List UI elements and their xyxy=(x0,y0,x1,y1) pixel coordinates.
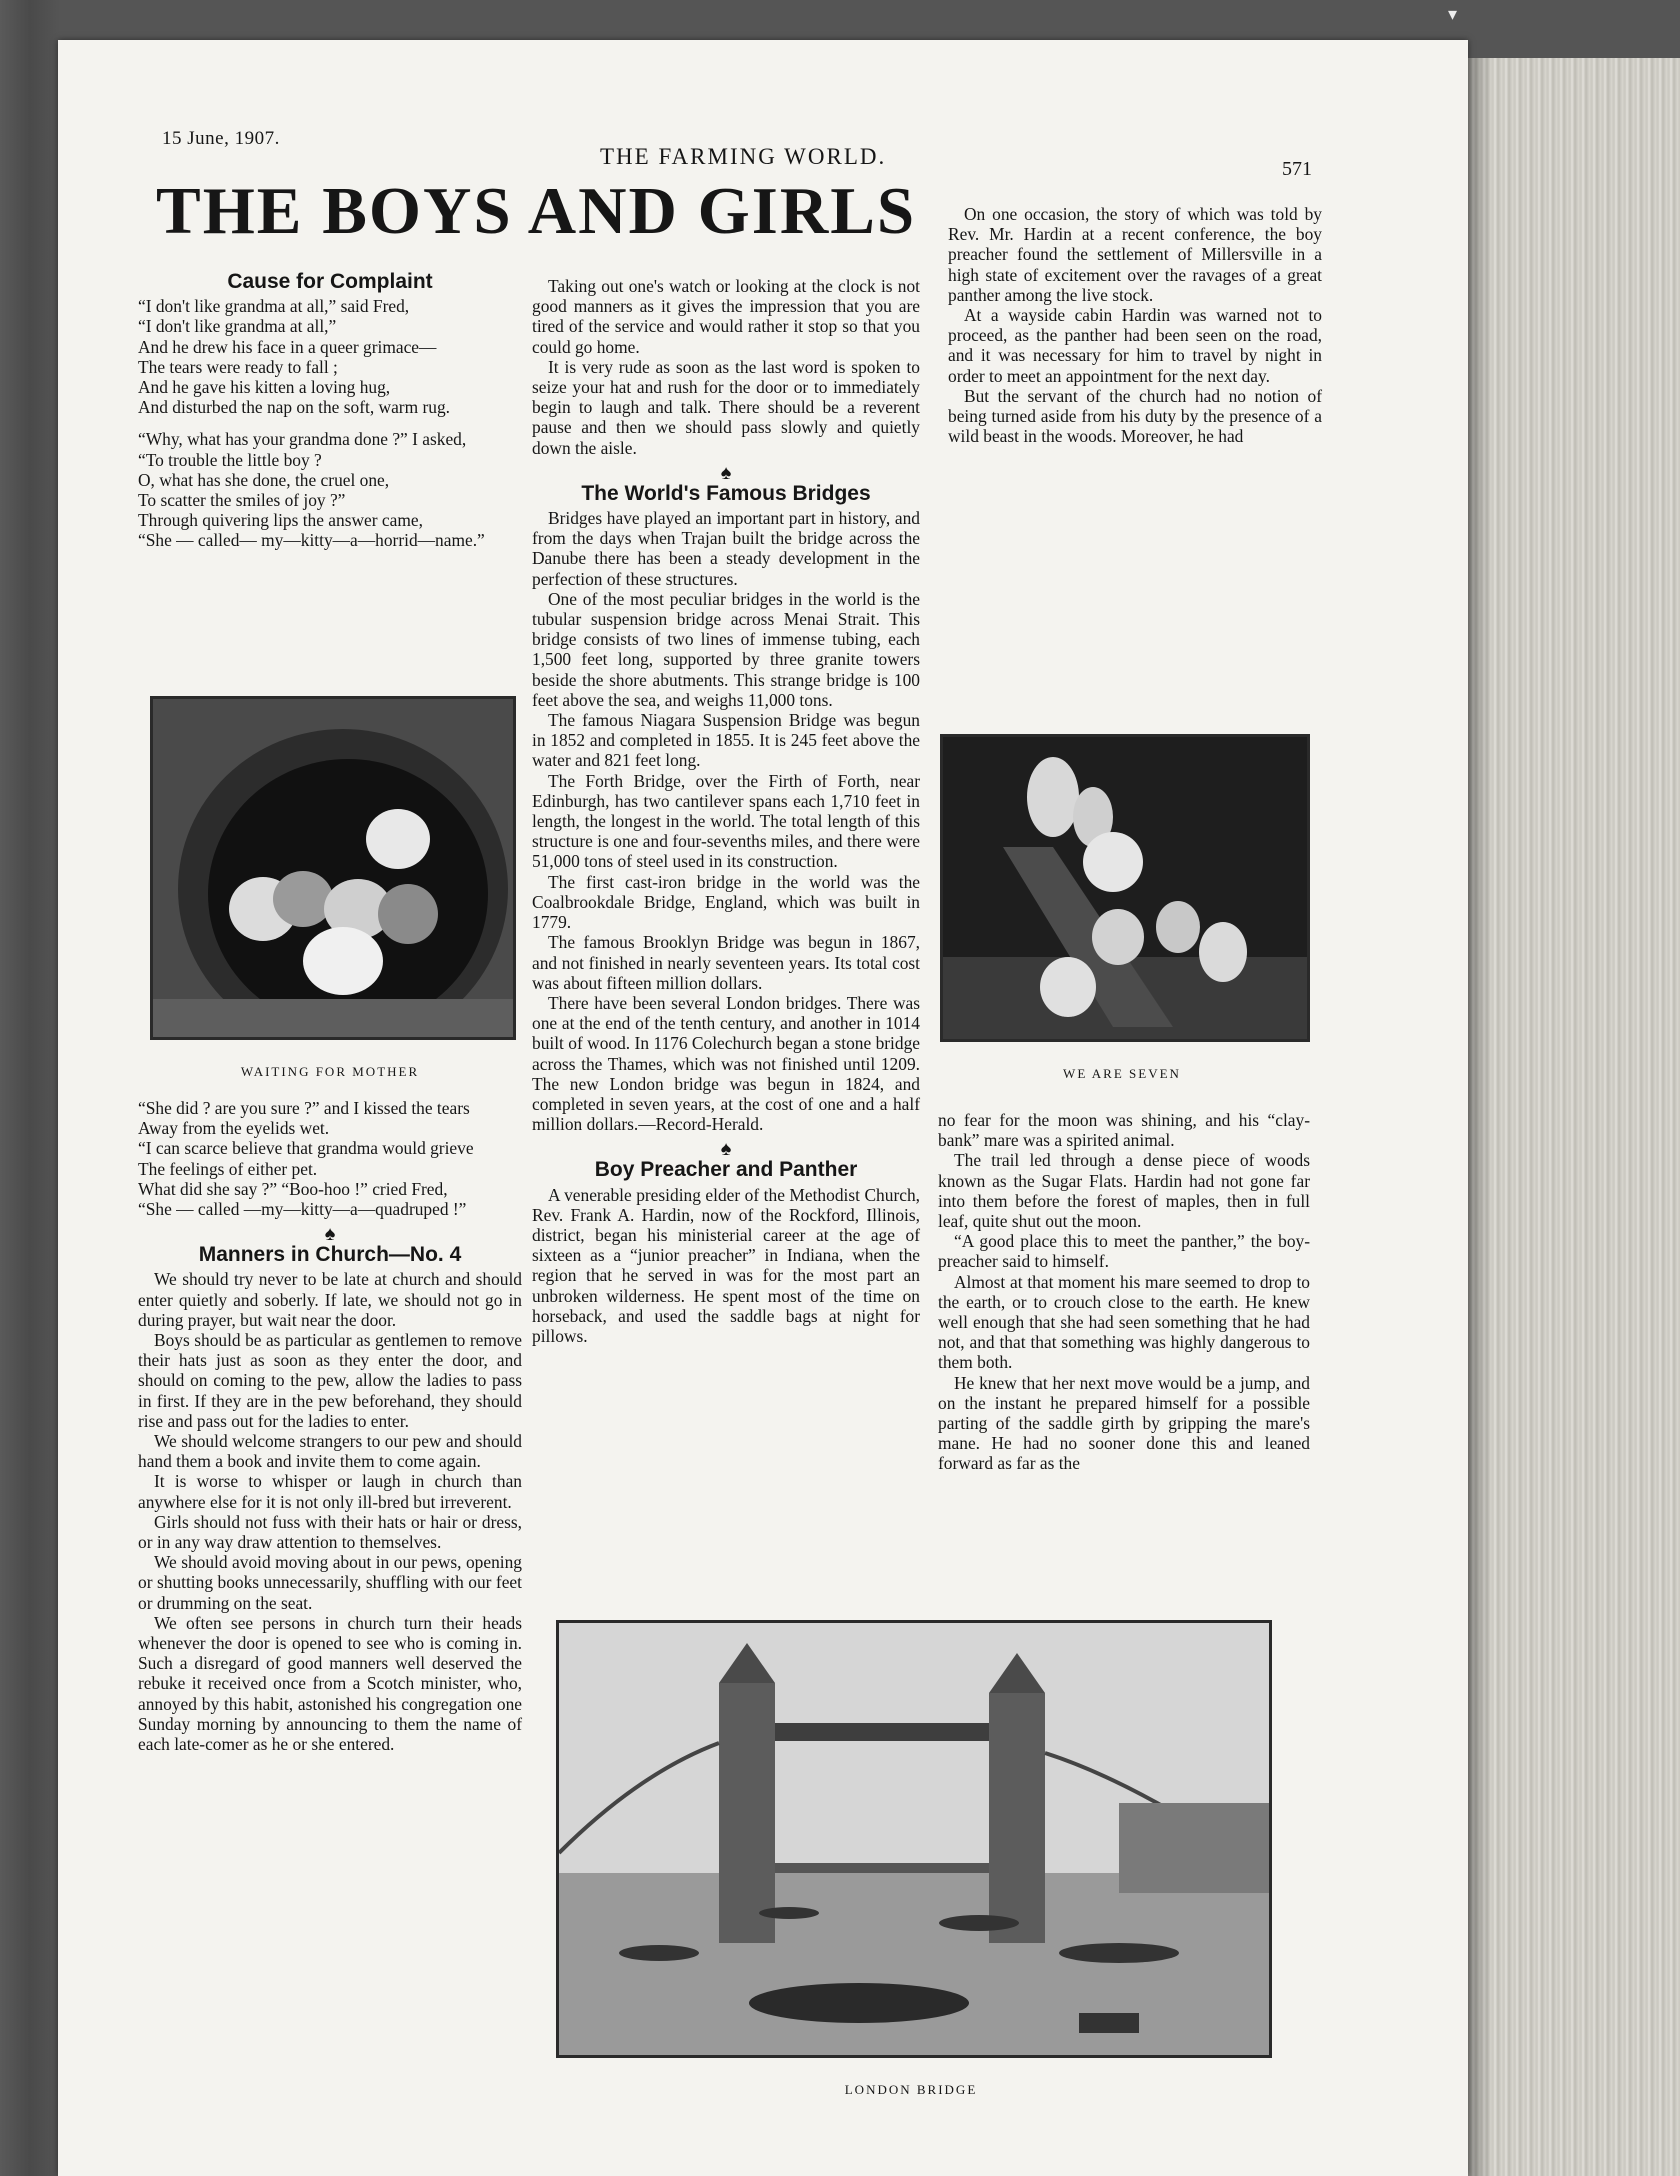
verse-line: O, what has she done, the cruel one, xyxy=(138,469,390,490)
paragraph: The first cast-iron bridge in the world was the Coalbrookdale Bridge, England, which was built in 1779. xyxy=(532,871,920,933)
page-shadow xyxy=(1468,58,1492,2176)
column-3-top xyxy=(948,204,1322,446)
column-1-top xyxy=(138,272,522,551)
verse-line: “She — called —my—kitty—a—quadruped !” xyxy=(138,1199,467,1220)
paragraph: But the servant of the church had no notion of being turned aside from his duty by the presence of a wild beast in the woods. Moreover, he had xyxy=(948,385,1322,447)
paragraph: At a wayside cabin Hardin was warned not to proceed, as the panther had been seen on the road, and it was necessary for him to travel by night in order to meet an appointment for the next day. xyxy=(948,305,1322,386)
paragraph: Girls should not fuss with their hats or hair or dress, or in any way draw attention to themselves. xyxy=(138,1511,522,1553)
book-page-edges xyxy=(1468,58,1680,2176)
paragraph: There have been several London bridges. There was one at the end of the tenth century, and another in 1014 built of wood. In 1176 Colechurch began a stone bridge across the Thames, which was not finished until 1209. The new London bridge was begun in 1824, and completed in seven years, at the cost of one and a half million dollars.—Record-Herald. xyxy=(532,992,920,1135)
manners-title: Manners in Church—No. 4 xyxy=(198,1243,462,1267)
column-2 xyxy=(532,276,920,1346)
puppies-illustration xyxy=(153,699,513,1037)
column-3-bottom xyxy=(938,1110,1310,1474)
paragraph: The famous Brooklyn Bridge was begun in 1867, and not finished in nearly seventeen years. Its total cost was about fifteen million dollars. xyxy=(532,932,920,993)
paragraph: On one occasion, the story of which was told by Rev. Mr. Hardin at a recent conference, the boy preacher found the settlement of Millersville in a high state of excitement over the ravages of a great panther among the live stock. xyxy=(948,204,1322,305)
page-number: 571 xyxy=(1282,158,1312,180)
paragraph: It is worse to whisper or laugh in church than anywhere else for it is not only ill-bred but irreverent. xyxy=(138,1471,522,1512)
verse-line: The feelings of either pet. xyxy=(138,1158,318,1179)
verse-line: Away from the eyelids wet. xyxy=(138,1118,330,1139)
verse-line: “I don't like grandma at all,” xyxy=(138,316,337,337)
paragraph: no fear for the moon was shining, and his “clay-bank” mare was a spirited animal. xyxy=(938,1110,1310,1151)
issue-date: 15 June, 1907. xyxy=(162,128,280,149)
paragraph: Boys should be as particular as gentlemen to remove their hats just as soon as they enter the door, and should on coming to the pew, allow the ladies to pass in first. If they are in the pew beforehand, they should rise and pass out for the ladies to enter. xyxy=(138,1330,522,1431)
verse-line: “She did ? are you sure ?” and I kissed the tears xyxy=(138,1098,470,1118)
photo-caption-seven: WE ARE SEVEN xyxy=(1063,1066,1181,1081)
photo-seven-puppies xyxy=(940,734,1310,1042)
photo-london-bridge xyxy=(556,1620,1272,2058)
spade-ornament: ♠ xyxy=(720,461,732,484)
verse-line: “I can scarce believe that grandma would grieve xyxy=(138,1138,474,1159)
spade-ornament: ♠ xyxy=(720,1138,732,1161)
verse-line: And he gave his kitten a loving hug, xyxy=(138,377,391,398)
spade-ornament: ♠ xyxy=(324,1223,336,1246)
column-1-bottom xyxy=(138,1098,522,1754)
verse-line: “She — called— my—kitty—a—horrid—name.” xyxy=(138,530,485,551)
paragraph: He knew that her next move would be a jump, and on the instant he prepared himself for a possible parting of the saddle girth by gripping the mare's mane. He had no sooner done this and leaned forward as far as the xyxy=(938,1372,1310,1474)
verse-line: “I don't like grandma at all,” said Fred, xyxy=(138,296,410,317)
photo-caption-london: LONDON BRIDGE xyxy=(844,2082,978,2097)
puppies-on-steps-illustration xyxy=(943,737,1307,1039)
paragraph: “A good place this to meet the panther,” the boy-preacher said to himself. xyxy=(938,1231,1310,1272)
magazine-title: THE FARMING WORLD. xyxy=(600,144,887,169)
paragraph: A venerable presiding elder of the Methodist Church, Rev. Frank A. Hardin, now of the Rockford, Illinois, district, began his ministerial career at the age of sixteen as a “junior preacher” in Indiana, when the region that he served in was for the most part an unbroken wilderness. He spent most of the time on horseback, and used the saddle bags at night for pillows. xyxy=(532,1184,920,1346)
paragraph: It is very rude as soon as the last word is spoken to seize your hat and rush for the door or to immediately begin to laugh and talk. There should be a reverent pause and then we should pass slowly and quietly down the aisle. xyxy=(532,356,920,458)
paragraph: We should avoid moving about in our pews, opening or shutting books unnecessarily, shuffling with our feet or drumming on the seat. xyxy=(138,1552,522,1613)
bridges-title: The World's Famous Bridges xyxy=(581,481,871,505)
verse-line: The tears were ready to fall ; xyxy=(138,356,338,377)
verse-line: “To trouble the little boy ? xyxy=(138,449,322,470)
paragraph: The famous Niagara Suspension Bridge was begun in 1852 and completed in 1855. It is 245 feet above the water and 821 feet long. xyxy=(532,710,920,771)
section-title: THE BOYS AND GIRLS xyxy=(156,174,917,248)
verse-line: What did she say ?” “Boo-hoo !” cried Fred, xyxy=(138,1178,448,1199)
verse-line: To scatter the smiles of joy ?” xyxy=(138,490,346,511)
dust-speck: ▾ xyxy=(1448,4,1458,24)
paragraph: We should welcome strangers to our pew and should hand them a book and invite them to come again. xyxy=(138,1431,522,1472)
paragraph: Bridges have played an important part in history, and from the days when Trajan built the bridge across the Danube there has been a steady development in the perfection of these structures. xyxy=(532,508,920,589)
poem-stanza-2 xyxy=(138,429,522,550)
paragraph: One of the most peculiar bridges in the world is the tubular suspension bridge across Menai Strait. This bridge consists of two lines of immense tubing, each 1,500 feet long, supported by three granite towers beside the shore abutments. This strange bridge is 100 feet above the sea, and weighs 11,000 tons. xyxy=(532,588,920,710)
paragraph: The trail led through a dense piece of woods known as the Sugar Flats. Hardin had not gone far into them before the forest of maples, then in full leaf, quite shut out the moon. xyxy=(938,1150,1310,1232)
verse-line: “Why, what has your grandma done ?” I asked, xyxy=(138,429,467,450)
verse-line: Through quivering lips the answer came, xyxy=(138,510,423,531)
paragraph: The Forth Bridge, over the Firth of Forth, near Edinburgh, has two cantilever spans each 1,710 feet in length, the longest in the world. The total length of this structure is one and four-sevenths miles, and there were 51,000 tons of steel used in its construction. xyxy=(532,770,920,872)
poem-stanza-1 xyxy=(138,296,522,417)
tower-bridge-illustration xyxy=(559,1623,1269,2055)
verse-line: And disturbed the nap on the soft, warm rug. xyxy=(138,397,451,418)
photo-puppies-in-barrel xyxy=(150,696,516,1040)
paragraph: We often see persons in church turn their heads whenever the door is opened to see who is coming in. Such a disregard of good manners well deserved the rebuke it received once from a Scotch minister, who, annoyed by this habit, astonished his congregation one Sunday morning by announcing to them the name of each late-comer as he or she entered. xyxy=(138,1612,522,1755)
paragraph: We should try never to be late at church and should enter quietly and soberly. If late, we should not go in during prayer, but wait near the door. xyxy=(138,1269,522,1330)
poem-stanza-3 xyxy=(138,1098,522,1219)
poem-title: Cause for Complaint xyxy=(227,270,433,293)
preacher-title: Boy Preacher and Panther xyxy=(594,1158,858,1182)
paragraph: Taking out one's watch or looking at the clock is not good manners as it gives the impression that you are tired of the service and would rather it stop so that you could go home. xyxy=(532,276,920,357)
paragraph: Almost at that moment his mare seemed to drop to the earth, or to crouch close to the earth. He knew well enough that she had seen something that he had not, and that that something was highly dangerous to them both. xyxy=(938,1271,1310,1373)
photo-caption-waiting: WAITING FOR MOTHER xyxy=(240,1064,420,1079)
verse-line: And he drew his face in a queer grimace— xyxy=(138,336,437,357)
